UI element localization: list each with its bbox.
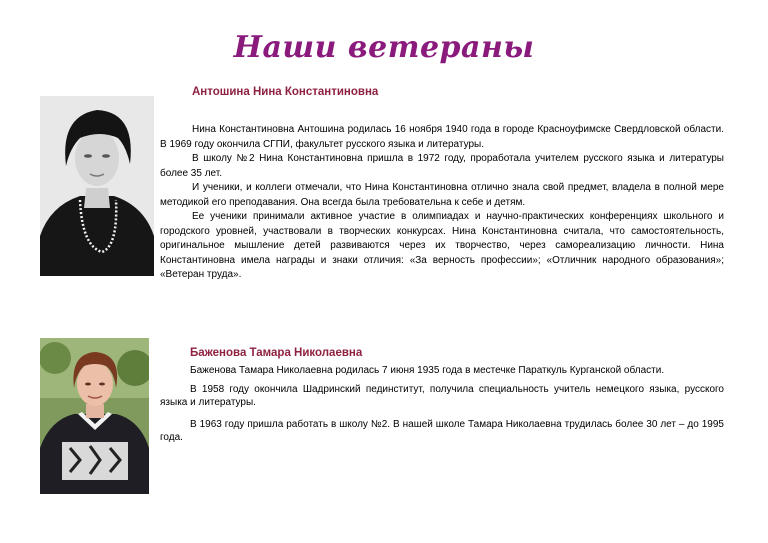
veteran-1-bio <box>160 123 724 283</box>
veteran-1-photo <box>40 96 154 276</box>
bio-paragraph: И ученики, и коллеги отмечали, что Нина Константиновна отлично знала свой предмет, владела в полной мере методикой его преподавания. Она всегда была требовательна к себе и детям. <box>160 182 724 208</box>
veteran-2-photo <box>40 338 149 494</box>
bio-paragraph: Баженова Тамара Николаевна родилась 7 июня 1935 года в местечке Параткуль Курганской области. <box>190 365 665 376</box>
bio-paragraph: В 1963 году пришла работать в школу №2. В нашей школе Тамара Николаевна трудилась более 30 лет – до 1995 года. <box>160 419 724 443</box>
bio-paragraph: В 1958 году окончила Шадринский пединститут, получила специальность учитель немецкого языка, русского языка и литературы. <box>160 384 724 408</box>
page-title: Наши ветераны <box>233 30 535 65</box>
bio-paragraph: В школу №2 Нина Константиновна пришла в 1972 году, проработала учителем русского языка и литературы более 35 лет. <box>160 153 724 179</box>
veteran-2-name: Баженова Тамара Николаевна <box>190 347 363 359</box>
bio-paragraph: Ее ученики принимали активное участие в олимпиадах и научно-практических конференциях школьного и городского уровней, участвовали в творческих конкурсах. Нина Константиновна считала, что самостоятельность, оригинальное мышление детей развиваются через их творчество, через самореализацию личности. Нина Константиновна имела награды и знаки отличия: «За верность профессии»; «Отличник народного образования»; «Ветеран труда». <box>160 211 724 280</box>
veteran-1-name: Антошина Нина Константиновна <box>192 86 379 98</box>
bio-paragraph: Нина Константиновна Антошина родилась 16 ноября 1940 года в городе Красноуфимске Свердловской области. В 1969 году окончила СГПИ, факультет русского языка и литературы. <box>160 124 724 150</box>
veteran-2-bio <box>160 364 724 453</box>
